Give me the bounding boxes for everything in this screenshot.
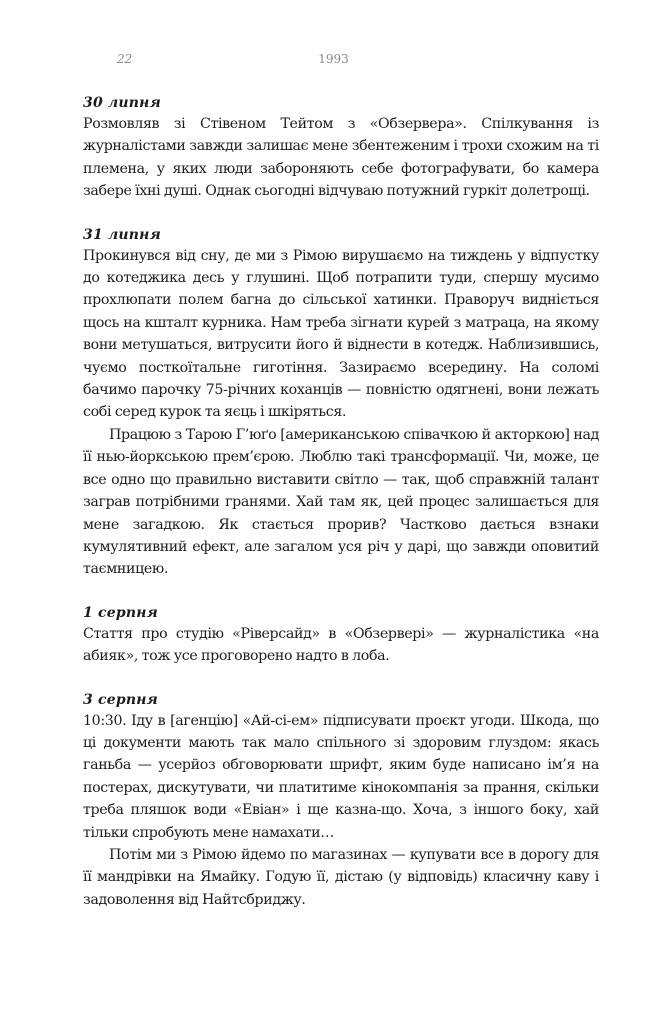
page-number: 22 [117,52,133,66]
entry-paragraph: Стаття про студію «Ріверсайд» в «Обзервері» — журналістика «на абияк», тож усе проговорено надто в лоба. [83,625,599,665]
entry-date: 30 липня [83,95,161,111]
page-body [83,93,599,933]
diary-entry [83,603,599,668]
entry-date: 1 серпня [83,604,158,621]
entry-date: 31 липня [83,226,161,243]
entry-paragraph: Працюю з Тарою Г’юґо [американською співачкою й акторкою] над її нью-йоркською прем’єрою. Люблю такі трансформації. Чи, може, це все одно що правильно виставити світло — так, щоб справжній талант заграв потрібними гранями. Хай там як, цей процес залишається для мене загадкою. Як стається прорив? Частково дається взнаки кумулятивний ефект, але загалом уся річ у дарі, що завжди оповитий таємницею. [83,426,599,578]
running-title: 1993 [318,52,349,66]
entry-date: 3 серпня [83,691,158,708]
diary-entry [83,93,599,203]
entry-paragraph: Розмовляв зі Стівеном Тейтом з «Обзервера». Спілкування із журналістами завжди залишає мене збентеженим і трохи схожим на ті племена, у яких люди забороняють себе фотографувати, бо камера забере їхні душі. Однак сьогодні відчуваю потужний гуркіт долетрощі. [83,116,599,200]
entry-paragraph: Потім ми з Рімою йдемо по магазинах — купувати все в дорогу для її мандрівки на Ямайку. Годую її, дістаю (у відповідь) класичну каву і задоволення від Найтсбриджу. [83,846,599,908]
diary-entry [83,225,599,581]
entry-paragraph: 10:30. Іду в [агенцію] «Ай-сі-ем» підписувати проєкт угоди. Шкода, що ці документи мають так мало спільного зі здоровим глуздом: якась ганьба — усерйоз обговорювати шрифт, яким буде написано ім’я на постерах, дискутувати, чи платитиме кінокомпанія за прання, скільки треба пляшок води «Евіан» і ще казна-що. Хоча, з іншого боку, хай тільки спробують мене намахати… [83,712,599,841]
entry-paragraph: Прокинувся від сну, де ми з Рімою вирушаємо на тиждень у відпустку до котеджика десь у глушині. Щоб потрапити туди, спершу мусимо прохлюпати полем багна до сільської хатинки. Праворуч видніється щось на кшталт курника. Нам треба зігнати курей з матраца, на якому вони метушаться, витрусити його й віднести в котедж. Наблизившись, чуємо посткоїтальне гиготіння. Зазираємо всередину. На соломі бачимо парочку 75-річних коханців — повністю одягнені, вони лежать собі серед курок та яєць і шкіряться. [83,247,599,421]
running-head [0,52,667,70]
diary-entry [83,690,599,912]
